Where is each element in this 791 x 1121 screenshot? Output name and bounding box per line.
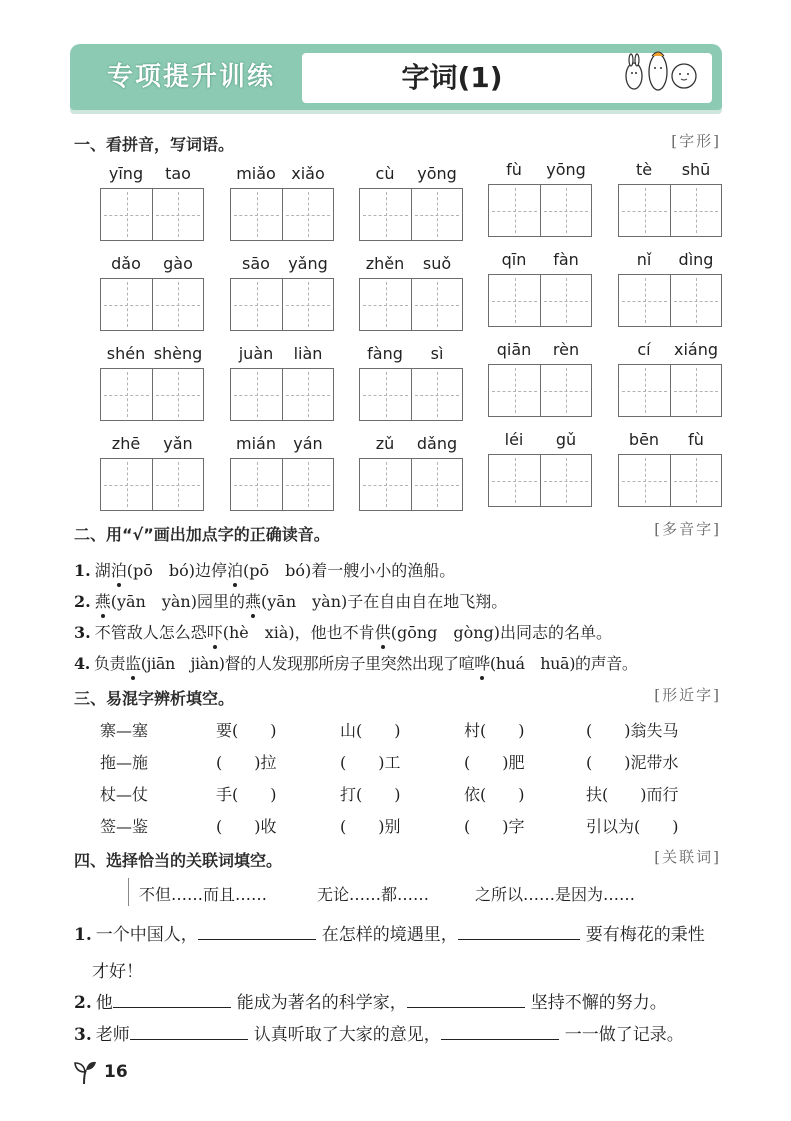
character-box[interactable] xyxy=(540,455,591,506)
writing-boxes xyxy=(359,278,463,331)
pinyin-syllable: shū xyxy=(681,160,711,179)
s2-item-4 xyxy=(74,651,637,674)
pinyin-label xyxy=(230,344,334,366)
pinyin-syllable: fàn xyxy=(553,250,579,269)
pinyin-syllable: zǔ xyxy=(375,434,395,453)
sprout-icon xyxy=(72,1058,100,1086)
character-box[interactable] xyxy=(101,369,152,420)
character-box[interactable] xyxy=(152,369,203,420)
fill-in-item[interactable]: 山( ) xyxy=(340,721,401,740)
character-box[interactable] xyxy=(670,455,721,506)
text: 坚持不懈的努力。 xyxy=(530,993,667,1013)
writing-boxes xyxy=(230,458,334,511)
section1-heading: 一、看拼音，写词语。 xyxy=(74,135,235,154)
section3-heading: 三、易混字辨析填空。 xyxy=(74,689,235,708)
pinyin-label xyxy=(359,254,463,276)
fill-in-item[interactable]: ( )字 xyxy=(464,817,525,836)
fill-in-item[interactable]: ( )翁失马 xyxy=(586,721,679,740)
character-box[interactable] xyxy=(619,365,670,416)
pinyin-label xyxy=(359,344,463,366)
writing-boxes xyxy=(618,184,722,237)
pinyin-syllable: yǎng xyxy=(288,254,328,273)
text: 老师 xyxy=(95,1025,130,1045)
pinyin-syllable: qīn xyxy=(501,250,527,269)
writing-boxes xyxy=(618,274,722,327)
pinyin-syllable: fù xyxy=(688,430,704,449)
pinyin-syllable: tè xyxy=(635,160,653,179)
character-box[interactable] xyxy=(619,185,670,236)
pinyin-syllable: dìng xyxy=(678,250,714,269)
writing-boxes xyxy=(230,278,334,331)
character-box[interactable] xyxy=(619,455,670,506)
character-box[interactable] xyxy=(670,275,721,326)
dotted-char: 燕 xyxy=(95,589,111,612)
pinyin-label xyxy=(618,430,722,452)
pinyin-syllable: nǐ xyxy=(636,250,652,269)
character-box[interactable] xyxy=(670,365,721,416)
character-box[interactable] xyxy=(152,189,203,240)
character-box[interactable] xyxy=(540,275,591,326)
character-box[interactable] xyxy=(411,459,462,510)
pinyin-syllable: rèn xyxy=(552,340,580,359)
pinyin-syllable: yīng xyxy=(108,164,144,183)
pinyin-label xyxy=(100,164,204,186)
character-box[interactable] xyxy=(231,189,282,240)
character-box[interactable] xyxy=(231,279,282,330)
section2-heading: 二、用“√”画出加点字的正确读音。 xyxy=(74,525,330,544)
pinyin-label xyxy=(488,250,592,272)
character-box[interactable] xyxy=(282,459,333,510)
s4-q3 xyxy=(74,1020,684,1045)
pinyin-syllable: xiǎo xyxy=(291,164,325,183)
fill-in-item[interactable]: 手( ) xyxy=(216,785,277,804)
pinyin-syllable: tao xyxy=(165,164,191,183)
dotted-char: 供 xyxy=(375,620,391,643)
text: (pō bó)着一艘小小的渔船。 xyxy=(243,561,456,580)
pinyin-syllable: xiáng xyxy=(673,340,718,359)
fill-in-item[interactable]: 村( ) xyxy=(464,721,525,740)
answer-blank[interactable] xyxy=(198,922,316,940)
character-box[interactable] xyxy=(411,189,462,240)
pinyin-syllable: dǎo xyxy=(111,254,141,273)
pinyin-label xyxy=(230,254,334,276)
character-box[interactable] xyxy=(282,189,333,240)
pinyin-syllable: qiān xyxy=(496,340,532,359)
text: (jiān jiàn)督的人发现那所房子里突然出现了喧 xyxy=(140,654,475,673)
item-number: 4. xyxy=(74,654,90,673)
writing-boxes xyxy=(359,458,463,511)
pinyin-syllable: bēn xyxy=(628,430,660,449)
fill-in-item[interactable]: ( )拉 xyxy=(216,753,277,772)
text: 他 xyxy=(95,993,113,1013)
character-box[interactable] xyxy=(489,185,540,236)
text: 认真听取了大家的意见， xyxy=(253,1025,441,1045)
text: 不管敌人怎么恐 xyxy=(94,623,207,642)
character-box[interactable] xyxy=(619,275,670,326)
s2-item-2 xyxy=(74,589,507,612)
pinyin-syllable: yōng xyxy=(546,160,586,179)
character-box[interactable] xyxy=(360,369,411,420)
answer-blank[interactable] xyxy=(458,922,580,940)
pinyin-label xyxy=(618,250,722,272)
fill-in-item[interactable]: 依( ) xyxy=(464,785,525,804)
pinyin-label xyxy=(230,164,334,186)
character-box[interactable] xyxy=(231,369,282,420)
s4-q1-cont: 才好！ xyxy=(92,962,143,982)
pinyin-label xyxy=(488,340,592,362)
writing-boxes xyxy=(359,368,463,421)
page-number: 16 xyxy=(104,1062,128,1082)
character-box[interactable] xyxy=(152,459,203,510)
pinyin-label xyxy=(230,434,334,456)
section1-tag: [字形] xyxy=(671,132,721,150)
char-pair: 寨—塞 xyxy=(100,721,149,740)
character-box[interactable] xyxy=(411,279,462,330)
fill-in-item[interactable]: ( )别 xyxy=(340,817,401,836)
pinyin-syllable: gǔ xyxy=(555,430,577,449)
fill-in-item[interactable]: 引以为( ) xyxy=(586,817,679,836)
pinyin-syllable: zhē xyxy=(111,434,141,453)
item-number: 3. xyxy=(74,1025,92,1045)
writing-boxes xyxy=(100,188,204,241)
pinyin-syllable: gào xyxy=(163,254,193,273)
section2-tag: [多音字] xyxy=(654,520,721,538)
pinyin-label xyxy=(359,164,463,186)
text: (yān yàn)子在自由自在地飞翔。 xyxy=(261,592,508,611)
character-box[interactable] xyxy=(101,189,152,240)
pinyin-label xyxy=(100,254,204,276)
writing-boxes xyxy=(618,454,722,507)
pinyin-syllable: cù xyxy=(375,164,395,183)
character-box[interactable] xyxy=(231,459,282,510)
writing-boxes xyxy=(618,364,722,417)
fill-in-item[interactable]: 打( ) xyxy=(340,785,401,804)
item-number: 1. xyxy=(74,561,91,580)
pinyin-syllable: shén xyxy=(106,344,146,363)
character-box[interactable] xyxy=(152,279,203,330)
section3-tag: [形近字] xyxy=(654,686,721,704)
pinyin-syllable: cí xyxy=(637,340,651,359)
pinyin-label xyxy=(359,434,463,456)
pinyin-label xyxy=(100,344,204,366)
character-box[interactable] xyxy=(101,459,152,510)
pinyin-syllable: yán xyxy=(293,434,323,453)
header-banner xyxy=(70,44,722,110)
answer-blank[interactable] xyxy=(130,1022,248,1040)
answer-blank[interactable] xyxy=(407,990,525,1008)
pinyin-syllable: miǎo xyxy=(236,164,276,183)
pinyin-label xyxy=(488,160,592,182)
connectives-box xyxy=(128,878,688,906)
fill-in-item[interactable]: ( )收 xyxy=(216,817,277,836)
pinyin-syllable: fù xyxy=(506,160,522,179)
writing-boxes xyxy=(488,274,592,327)
writing-boxes xyxy=(100,278,204,331)
text: 一一做了记录。 xyxy=(564,1025,684,1045)
text: (gōng gòng)出同志的名单。 xyxy=(390,623,613,642)
pinyin-syllable: shèng xyxy=(153,344,203,363)
mascot-icon xyxy=(612,48,708,92)
pinyin-syllable: yōng xyxy=(417,164,457,183)
pinyin-syllable: suǒ xyxy=(422,254,452,273)
text: (yān yàn)园里的 xyxy=(110,592,245,611)
text: (huá huā)的声音。 xyxy=(489,654,638,673)
pinyin-syllable: zhěn xyxy=(365,254,405,273)
character-box[interactable] xyxy=(489,365,540,416)
dotted-char: 哗 xyxy=(474,651,490,674)
pinyin-label xyxy=(100,434,204,456)
character-box[interactable] xyxy=(540,185,591,236)
s4-q1 xyxy=(74,920,705,945)
char-pair: 签—鉴 xyxy=(100,817,149,836)
pinyin-syllable: fàng xyxy=(367,344,403,363)
item-number: 2. xyxy=(74,592,91,611)
character-box[interactable] xyxy=(360,279,411,330)
connective-option: 无论……都…… xyxy=(317,885,430,904)
text: (pō bó)边停 xyxy=(126,561,227,580)
text: 一个中国人， xyxy=(95,925,198,945)
dotted-char: 吓 xyxy=(207,620,223,643)
series-label: 专项提升训练 xyxy=(106,62,275,92)
writing-boxes xyxy=(100,368,204,421)
character-box[interactable] xyxy=(670,185,721,236)
pinyin-label xyxy=(618,160,722,182)
character-box[interactable] xyxy=(411,369,462,420)
pinyin-syllable: dǎng xyxy=(416,434,458,453)
writing-boxes xyxy=(100,458,204,511)
character-box[interactable] xyxy=(282,369,333,420)
section4-tag: [关联词] xyxy=(654,848,721,866)
text: 在怎样的境遇里， xyxy=(321,925,458,945)
dotted-char: 监 xyxy=(125,651,141,674)
s2-item-1 xyxy=(74,558,455,581)
s4-q2 xyxy=(74,988,667,1013)
character-box[interactable] xyxy=(489,275,540,326)
text: (hè xià)，他也不肯 xyxy=(222,623,375,642)
writing-boxes xyxy=(488,454,592,507)
writing-boxes xyxy=(230,368,334,421)
fill-in-item[interactable]: 要( ) xyxy=(216,721,277,740)
connective-option: 之所以……是因为…… xyxy=(475,885,636,904)
pinyin-syllable: mián xyxy=(236,434,276,453)
character-box[interactable] xyxy=(101,279,152,330)
item-number: 2. xyxy=(74,993,92,1013)
dotted-char: 泊 xyxy=(227,558,243,581)
pinyin-syllable: yǎn xyxy=(163,434,193,453)
pinyin-syllable: léi xyxy=(504,430,524,449)
item-number: 3. xyxy=(74,623,91,642)
pinyin-syllable: sāo xyxy=(242,254,270,273)
pinyin-syllable: juàn xyxy=(238,344,274,363)
fill-in-item[interactable]: ( )泥带水 xyxy=(586,753,679,772)
answer-blank[interactable] xyxy=(441,1022,559,1040)
text: 负责 xyxy=(93,654,126,673)
s2-item-3 xyxy=(74,620,612,643)
pinyin-syllable: sì xyxy=(430,344,444,363)
text: 湖 xyxy=(94,561,111,580)
connective-option: 不但……而且…… xyxy=(139,885,268,904)
fill-in-item[interactable]: ( )工 xyxy=(340,753,401,772)
fill-in-item[interactable]: 扶( )而行 xyxy=(586,785,679,804)
fill-in-item[interactable]: ( )肥 xyxy=(464,753,525,772)
pinyin-syllable: liàn xyxy=(293,344,323,363)
character-box[interactable] xyxy=(282,279,333,330)
dotted-char: 泊 xyxy=(111,558,127,581)
character-box[interactable] xyxy=(360,189,411,240)
writing-boxes xyxy=(359,188,463,241)
pinyin-label xyxy=(488,430,592,452)
section4-heading: 四、选择恰当的关联词填空。 xyxy=(74,851,283,870)
character-box[interactable] xyxy=(360,459,411,510)
writing-boxes xyxy=(230,188,334,241)
page-title: 字词(1) xyxy=(401,61,503,94)
item-number: 1. xyxy=(74,925,92,945)
text: 要有梅花的秉性 xyxy=(585,925,705,945)
text: 能成为著名的科学家， xyxy=(236,993,407,1013)
pinyin-label xyxy=(618,340,722,362)
char-pair: 拖—施 xyxy=(100,753,149,772)
writing-boxes xyxy=(488,184,592,237)
answer-blank[interactable] xyxy=(113,990,231,1008)
character-box[interactable] xyxy=(540,365,591,416)
char-pair: 杖—仗 xyxy=(100,785,149,804)
page-footer xyxy=(72,1058,128,1088)
writing-boxes xyxy=(488,364,592,417)
character-box[interactable] xyxy=(489,455,540,506)
dotted-char: 燕 xyxy=(245,589,261,612)
